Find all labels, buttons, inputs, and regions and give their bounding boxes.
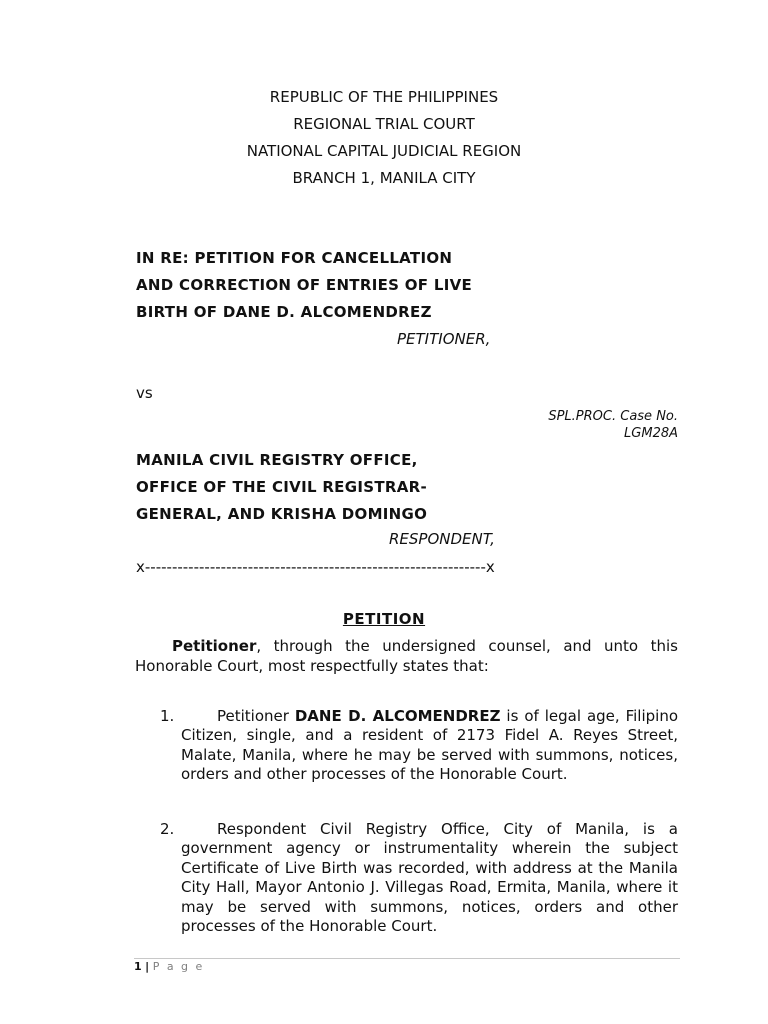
item-1-text <box>181 707 678 785</box>
item-1-pre: Petitioner <box>217 707 295 725</box>
item-1-number: 1. <box>160 707 175 725</box>
versus-label: vs <box>136 384 153 402</box>
caption-respondent-line-3: GENERAL, AND KRISHA DOMINGO <box>136 505 428 523</box>
court-header-court: REGIONAL TRIAL COURT <box>293 115 475 133</box>
court-header-republic: REPUBLIC OF THE PHILIPPINES <box>269 88 499 106</box>
intro-text: , through the undersigned counsel, and unto this Honorable Court, most respectfully states that: <box>135 637 678 675</box>
caption-separator: x---------------------------------------------------------------x <box>136 558 495 576</box>
caption-respondent-line-1: MANILA CIVIL REGISTRY OFFICE, <box>136 451 418 469</box>
caption-petitioner-line-2: AND CORRECTION OF ENTRIES OF LIVE <box>136 276 473 294</box>
item-2-number: 2. <box>160 820 175 838</box>
petitioner-label: PETITIONER, <box>397 330 491 348</box>
item-2-text <box>181 820 678 936</box>
caption-petitioner-line-3: BIRTH OF DANE D. ALCOMENDREZ <box>136 303 432 321</box>
document-title: PETITION <box>342 610 426 628</box>
case-number: LGM28A <box>624 426 678 441</box>
court-header-region: NATIONAL CAPITAL JUDICIAL REGION <box>246 142 522 160</box>
intro-paragraph <box>135 636 678 676</box>
page-separator: | <box>145 960 150 973</box>
court-header-branch: BRANCH 1, MANILA CITY <box>292 169 476 187</box>
page-word: P a g e <box>152 960 205 973</box>
item-2-pre: Respondent Civil Registry Office, City of Manila, is a government agency or instrumentality wherein the subject Certificate of Live Birth was recorded, with address at the Manila City Hall, Mayor Antonio J. Villegas Road, Ermita, Manila, where it may be served with summons, notices, orders and other processes of the Honorable Court. <box>181 820 678 936</box>
intro-petitioner-word: Petitioner <box>172 637 257 655</box>
item-1-name: DANE D. ALCOMENDREZ <box>294 707 501 725</box>
case-label: SPL.PROC. Case No. <box>548 409 678 424</box>
page-footer <box>134 960 204 974</box>
footer-divider <box>134 958 680 959</box>
respondent-label: RESPONDENT, <box>389 530 495 548</box>
page-number: 1 <box>134 960 142 973</box>
caption-petitioner-line-1: IN RE: PETITION FOR CANCELLATION <box>136 249 453 267</box>
item-1-post: is of legal age, Filipino Citizen, single, and a resident of 2173 Fidel A. Reyes Street, Malate, Manila, where he may be served with summons, notices, orders and other processes of the Honorable Court. <box>181 707 679 784</box>
caption-respondent-line-2: OFFICE OF THE CIVIL REGISTRAR- <box>136 478 427 496</box>
